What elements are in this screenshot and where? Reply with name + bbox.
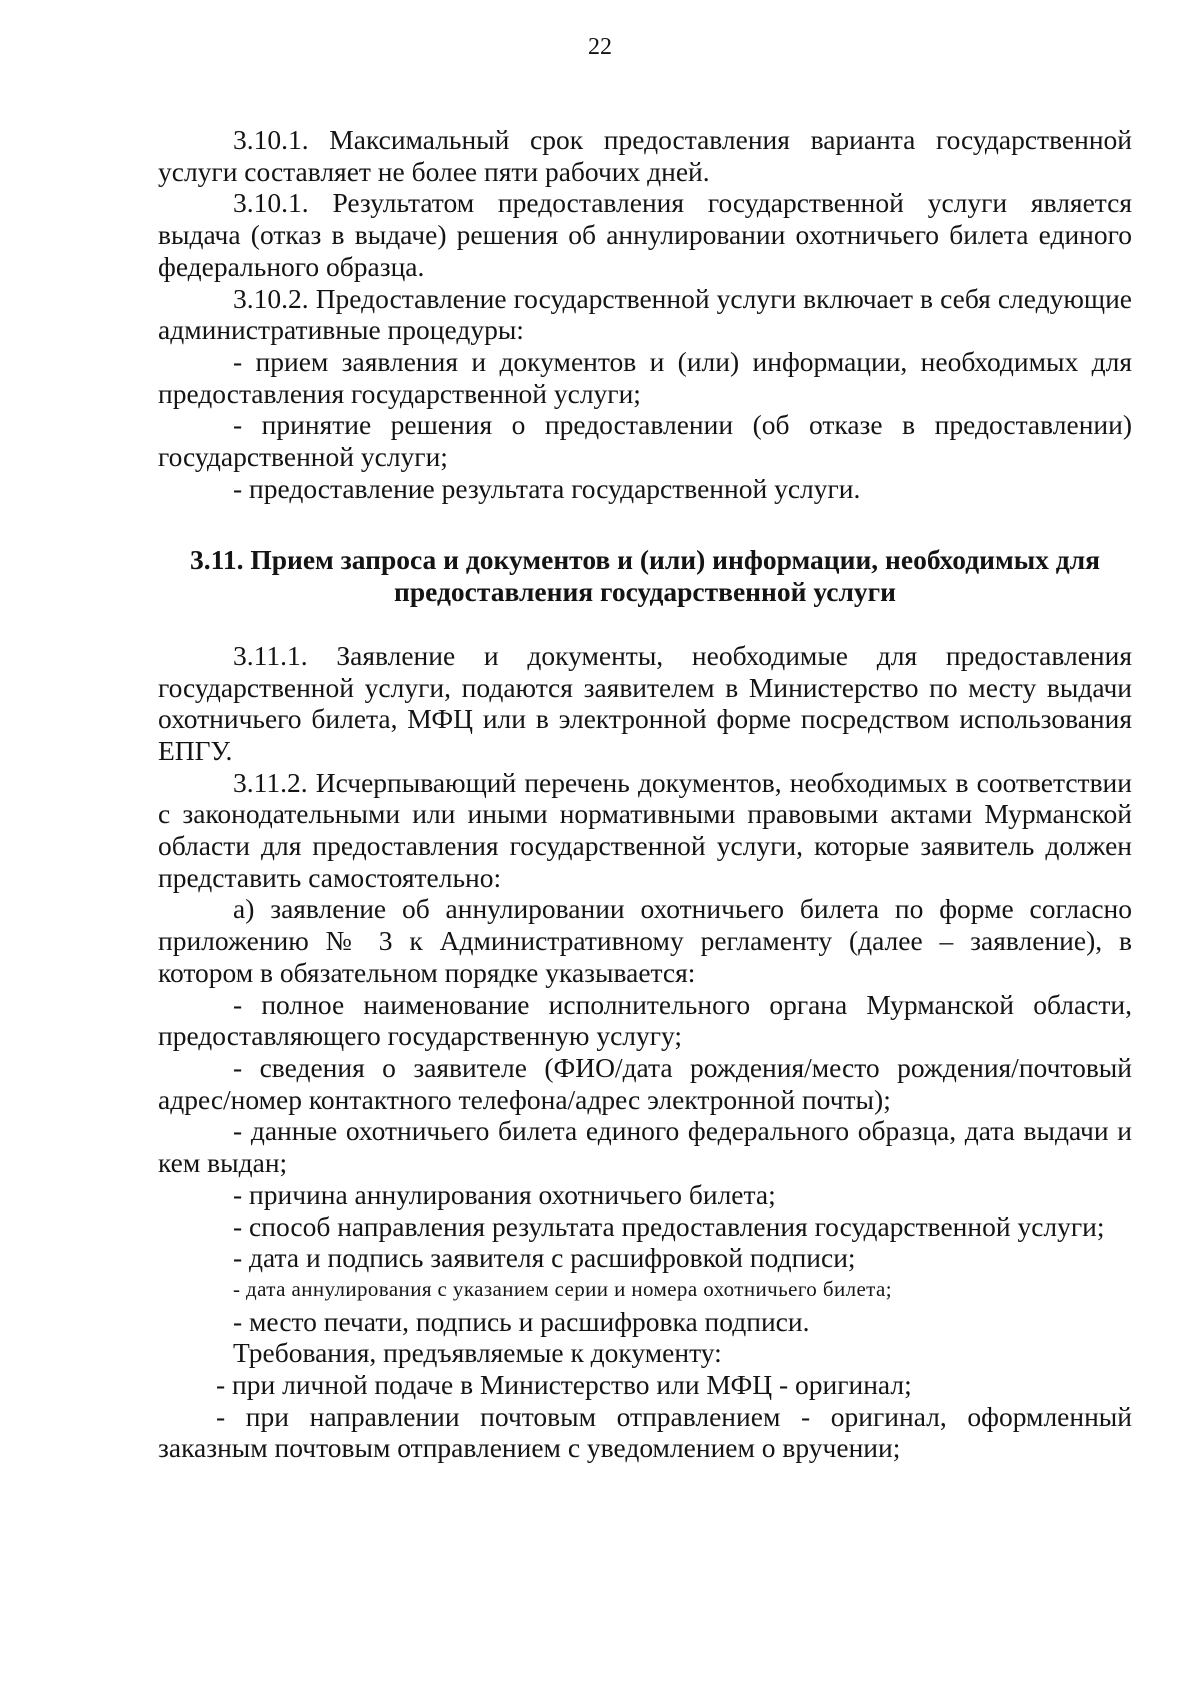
list-item-application: а) заявление об аннулировании охотничьего билета по форме согласно приложению № 3 к Административному регламенту (далее – заявление), в котором в обязательном порядке указывается:: [158, 893, 1132, 988]
list-item-requirement-in-person: - при личной подаче в Министерство или МФЦ - оригинал;: [216, 1369, 912, 1401]
list-item-field-reason: - причина аннулирования охотничьего билета;: [233, 1178, 776, 1210]
list-item-field-agency-name: - полное наименование исполнительного органа Мурманской области, предоставляющего государственную услугу;: [158, 988, 1132, 1052]
paragraph-3-10-1-term: 3.10.1. Максимальный срок предоставления варианта государственной услуги составляет не более пяти рабочих дней.: [158, 124, 1132, 187]
paragraph-3-11-1: 3.11.1. Заявление и документы, необходимые для предоставления государственной услуги, подаются заявителем в Министерство по месту выдачи охотничьего билета, МФЦ или в электронной форме посредством использования ЕПГУ.: [158, 639, 1132, 766]
section-heading-3-11: 3.11. Прием запроса и документов и (или) информации, необходимых для предоставления государственной услуги: [189, 544, 1101, 608]
document-body: [158, 124, 1132, 1464]
list-item-requirement-postal: - при направлении почтовым отправлением - оригинал, оформленный заказным почтовым отправлением с уведомлением о вручении;: [158, 1400, 1132, 1464]
list-item-field-ticket-data: - данные охотничьего билета единого федерального образца, дата выдачи и кем выдан;: [158, 1115, 1132, 1179]
paragraph-3-10-1-result: 3.10.1. Результатом предоставления государственной услуги является выдача (отказ в выдаче) решения об аннулировании охотничьего билета единого федерального образца.: [158, 187, 1132, 282]
list-item-field-annulment-date: - дата аннулирования с указанием серии и номера охотничьего билета;: [233, 1276, 892, 1301]
list-item-procedure-2: - принятие решения о предоставлении (об отказе в предоставлении) государственной услуги;: [158, 409, 1132, 473]
list-item-procedure-3: - предоставление результата государственной услуги.: [233, 472, 861, 504]
paragraph-requirements: Требования, предъявляемые к документу:: [233, 1337, 722, 1369]
paragraph-3-10-2: 3.10.2. Предоставление государственной услуги включает в себя следующие административные процедуры:: [158, 282, 1132, 346]
list-item-field-delivery-method: - способ направления результата предоставления государственной услуги;: [233, 1210, 1105, 1242]
list-item-field-date-signature: - дата и подпись заявителя с расшифровкой подписи;: [233, 1242, 856, 1274]
list-item-field-applicant-info: - сведения о заявителе (ФИО/дата рождения/место рождения/почтовый адрес/номер контактного телефона/адрес электронной почты);: [158, 1051, 1132, 1115]
paragraph-3-11-2: 3.11.2. Исчерпывающий перечень документов, необходимых в соответствии с законодательными или иными нормативными правовыми актами Мурманской области для предоставления государственной услуги, которые заявитель должен представить самостоятельно:: [158, 766, 1132, 893]
list-item-field-stamp: - место печати, подпись и расшифровка подписи.: [233, 1305, 810, 1337]
page-number: 22: [588, 34, 612, 60]
list-item-procedure-1: - прием заявления и документов и (или) информации, необходимых для предоставления государственной услуги;: [158, 345, 1132, 409]
